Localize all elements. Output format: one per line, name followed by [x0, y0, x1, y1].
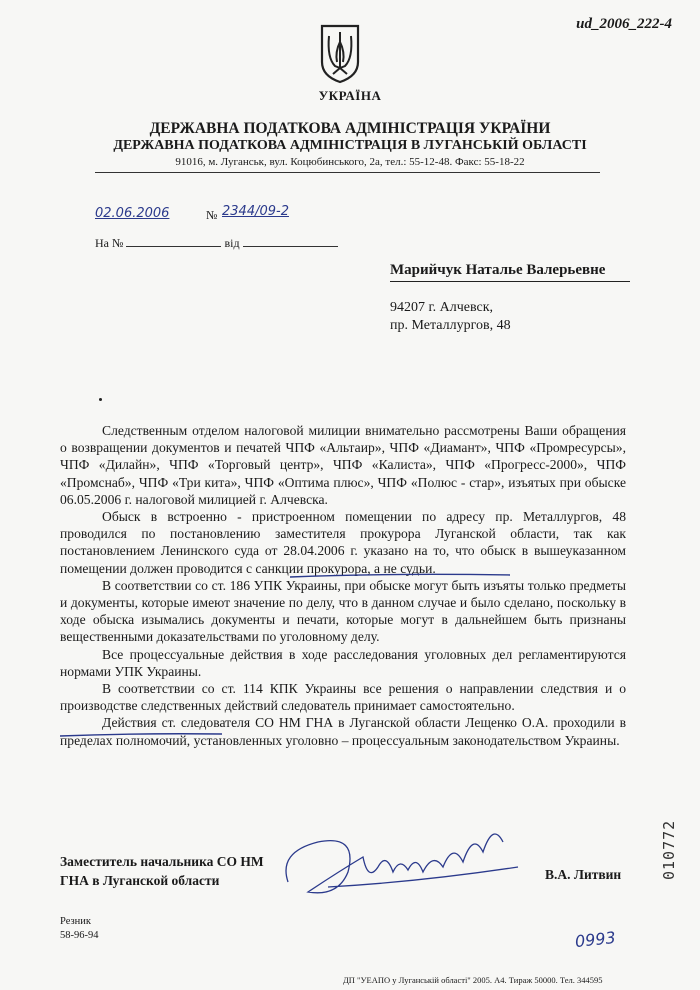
body-paragraph-3: В соответствии со ст. 186 УПК Украины, при обыске могут быть изъяты только предметы и документы, которые имеют значение по делу, что в данном случае и было сделано, поскольку в ходе обыска изымались документы и печати, которые могут в дальнейшем быть признаны вещественными доказательствами по уголовному делу. [60, 577, 626, 645]
author-block [60, 915, 99, 943]
recipient-rule [390, 281, 630, 282]
registration-stamp-number: 010772 [660, 819, 678, 880]
author-name: Резник [60, 916, 91, 927]
org-address: 91016, м. Луганськ, вул. Коцюбинського, 2а, тел.: 55-12-48. Факс: 55-18-22 [175, 156, 525, 168]
header-rule [95, 172, 600, 173]
signatory-title-line2: ГНА в Луганской области [60, 873, 220, 888]
incoming-date-label: від [224, 236, 240, 250]
handwritten-number: 0993 [574, 927, 617, 952]
incoming-number-blank [126, 236, 221, 247]
signatory-title-line1: Заместитель начальника СО НМ [60, 854, 264, 869]
body-paragraph-1: Следственным отделом налоговой милиции внимательно рассмотрены Ваши обращения о возвращении документов и печатей ЧПФ «Альтаир», ЧПФ «Диамант», ЧПФ «Промресурсы», ЧПФ «Дилайн», ЧПФ «Торговый центр», ЧПФ «Калиста», ЧПФ «Прогресс-2000», ЧПФ «Промснаб», ЧПФ «Три кита», ЧПФ «Оптима плюс», ЧПФ «Полюс - стар», изъятых при обыске 06.05.2006 г. налоговой милицией г. Алчевска. [60, 423, 626, 507]
outgoing-date: 02.06.2006 [95, 206, 170, 221]
author-phone: 58-96-94 [60, 930, 99, 941]
org-title-regional: ДЕРЖАВНА ПОДАТКОВА АДМІНІСТРАЦІЯ В ЛУГАНСЬКІЙ ОБЛАСТІ [113, 138, 587, 153]
trident-emblem-icon [319, 22, 361, 84]
letter-body [60, 422, 626, 749]
incoming-reference-line [95, 236, 338, 251]
handwritten-signature [268, 812, 538, 907]
body-paragraph-4: Все процессуальные действия в ходе расследования уголовных дел регламентируются нормами УПК Украины. [60, 646, 626, 679]
incoming-date-blank [243, 236, 338, 247]
recipient-address-line2: пр. Металлургов, 48 [390, 318, 511, 333]
country-name: УКРАЇНА [318, 88, 382, 103]
body-paragraph-6: Действия ст. следователя СО НМ ГНА в Луганской области Лещенко О.А. проходили в пределах полномочий, установленных уголовно – процессуальным законодательством Украины. [60, 715, 626, 748]
recipient-address-line1: 94207 г. Алчевск, [390, 300, 494, 315]
number-label: № [206, 208, 218, 222]
body-paragraph-2: Обыск в встроенно - пристроенном помещении по адресу пр. Металлургов, 48 проводился по постановлению заместителя прокурора Луганской области, так как постановлением Ленинского суда от 28.04.2006 г. указано на то, что обыск в вышеуказанном помещении должен проводится с санкции прокурора, а не судьи. [60, 509, 626, 576]
document-id: ud_2006_222-4 [576, 16, 672, 32]
speck [99, 398, 102, 401]
recipient-name: Марийчук Наталье Валерьевне [390, 262, 606, 278]
print-footer: ДП "УЕАПО у Луганській області" 2005. А4. Тираж 50000. Тел. 344595 [343, 975, 603, 985]
org-title-primary: ДЕРЖАВНА ПОДАТКОВА АДМІНІСТРАЦІЯ УКРАЇНИ [149, 120, 551, 137]
outgoing-number: 2344/09-2 [222, 204, 289, 219]
signatory-name: В.А. Литвин [545, 867, 622, 882]
signatory-title [60, 852, 264, 890]
incoming-number-label: На № [95, 236, 124, 250]
body-paragraph-5: В соответствии со ст. 114 КПК Украины все решения о направлении следствия и о производстве следственных действий следователь принимает самостоятельно. [60, 681, 626, 714]
